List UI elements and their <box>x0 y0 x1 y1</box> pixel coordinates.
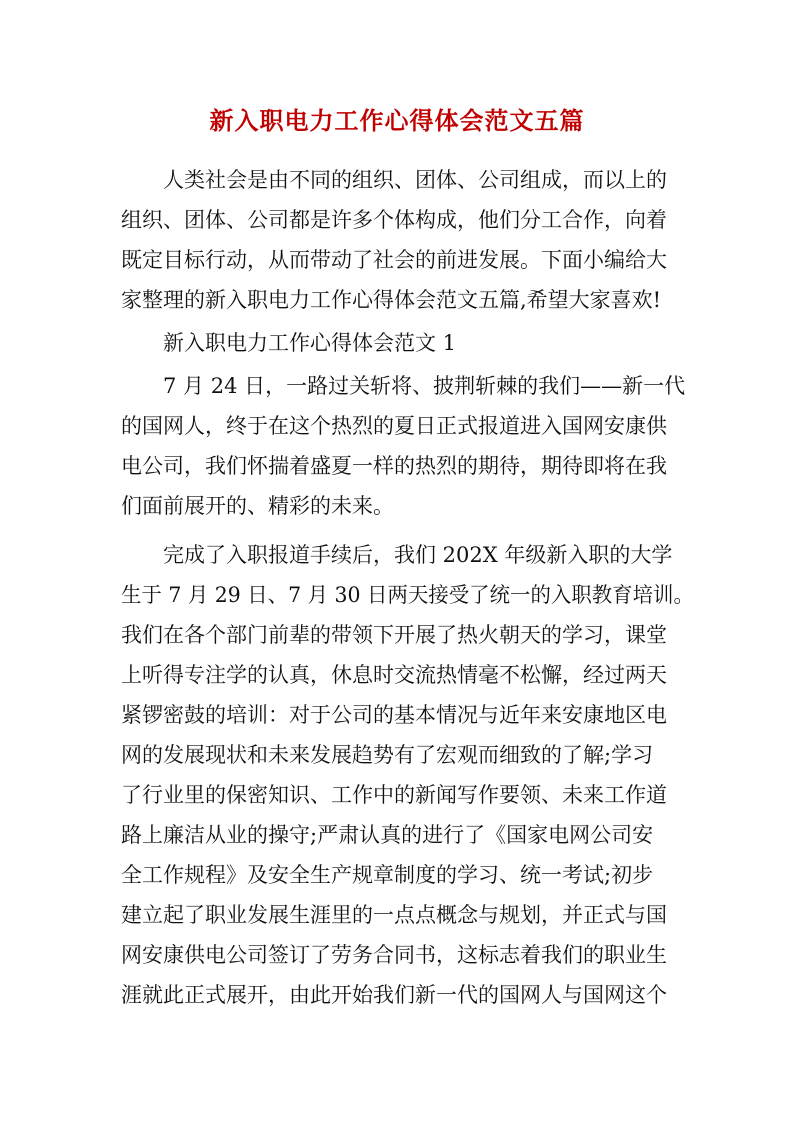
paragraph-line: 们面前展开的、精彩的未来。 <box>121 494 394 518</box>
paragraph-line: 组织、团体、公司都是许多个体构成，他们分工合作，向着 <box>121 208 667 232</box>
paragraph-line: 紧锣密鼓的培训：对于公司的基本情况与近年来安康地区电 <box>121 703 667 727</box>
paragraph-line: 7 月 24 日，一路过关斩将、披荆斩棘的我们——新一代 <box>163 374 686 398</box>
paragraph-line: 电公司，我们怀揣着盛夏一样的热烈的期待，期待即将在我 <box>121 454 667 478</box>
paragraph-line: 网的发展现状和未来发展趋势有了宏观而细致的了解;学习 <box>121 743 654 767</box>
paragraph-line: 人类社会是由不同的组织、团体、公司组成，而以上的 <box>163 168 667 192</box>
paragraph-line: 全工作规程》及安全生产规章制度的学习、统一考试;初步 <box>121 863 654 887</box>
paragraph-line: 我们在各个部门前辈的带领下开展了热火朝天的学习，课堂 <box>121 623 667 647</box>
paragraph-line: 网安康供电公司签订了劳务合同书，这标志着我们的职业生 <box>121 943 667 967</box>
document-title: 新入职电力工作心得体会范文五篇 <box>209 106 585 135</box>
paragraph-line: 既定目标行动，从而带动了社会的前进发展。下面小编给大 <box>121 248 667 272</box>
paragraph-line: 建立起了职业发展生涯里的一点点概念与规划，并正式与国 <box>121 903 667 927</box>
paragraph-line: 完成了入职报道手续后，我们 202X 年级新入职的大学 <box>163 543 673 567</box>
paragraph-line: 的国网人，终于在这个热烈的夏日正式报道进入国网安康供 <box>121 414 667 438</box>
paragraph-line: 了行业里的保密知识、工作中的新闻写作要领、未来工作道 <box>121 783 667 807</box>
paragraph-line: 上听得专注学的认真，休息时交流热情毫不松懈，经过两天 <box>121 663 667 687</box>
section-heading: 新入职电力工作心得体会范文 1 <box>163 331 457 355</box>
paragraph-line: 涯就此正式展开，由此开始我们新一代的国网人与国网这个 <box>121 983 667 1007</box>
paragraph-line: 路上廉洁从业的操守;严肃认真的进行了《国家电网公司安 <box>121 823 654 847</box>
paragraph-line: 生于 7 月 29 日、7 月 30 日两天接受了统一的入职教育培训。 <box>121 583 694 607</box>
paragraph-line: 家整理的新入职电力工作心得体会范文五篇,希望大家喜欢! <box>121 288 662 312</box>
